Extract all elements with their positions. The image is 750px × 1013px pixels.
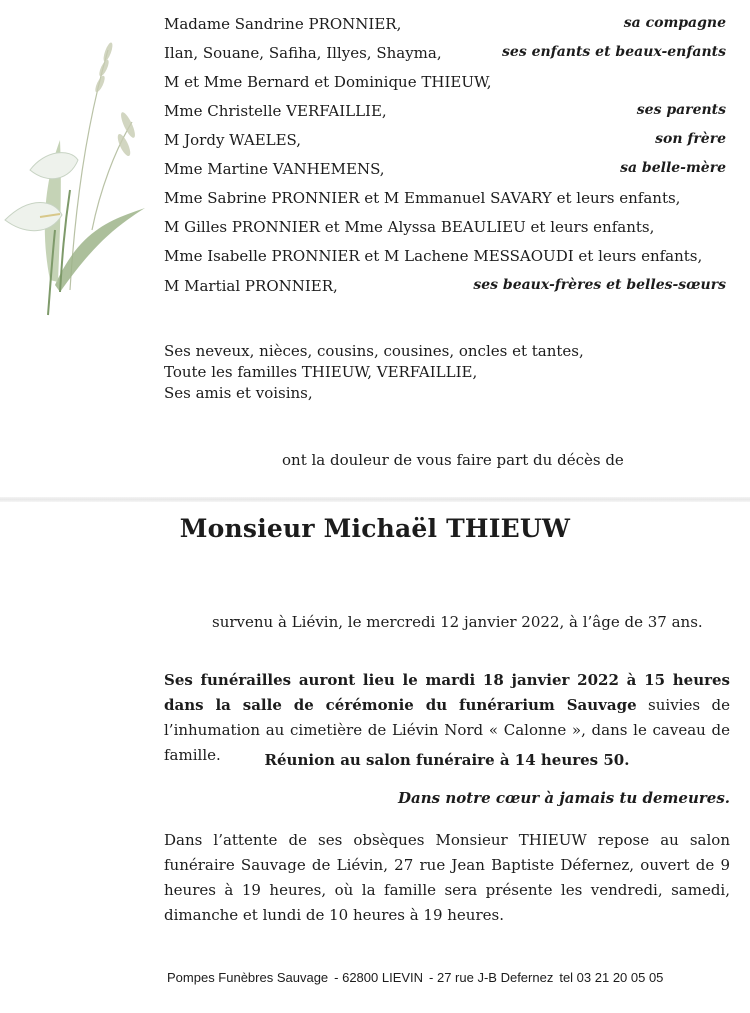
family-name: Ilan, Souane, Safiha, Illyes, Shayma, <box>164 44 442 62</box>
family-name: M et Mme Bernard et Dominique THIEUW, <box>164 73 492 91</box>
family-role: ses beaux-frères et belles-sœurs <box>473 277 726 293</box>
footer-phone: tel 03 21 20 05 05 <box>559 970 664 985</box>
family-role: son frère <box>655 131 726 147</box>
family-row <box>164 160 726 186</box>
family-row <box>164 73 726 99</box>
family-name: Mme Christelle VERFAILLIE, <box>164 102 387 120</box>
deceased-name: Monsieur Michaël THIEUW <box>179 514 571 543</box>
death-details: survenu à Liévin, le mercredi 12 janvier 2022, à l’âge de 37 ans. <box>212 613 703 631</box>
relatives-line: Ses neveux, nièces, cousins, cousines, oncles et tantes, <box>164 342 584 360</box>
relatives-line: Toute les familles THIEUW, VERFAILLIE, <box>164 363 478 381</box>
announcement-text: ont la douleur de vous faire part du décès de <box>282 451 624 469</box>
paper-fold <box>0 497 750 502</box>
family-name: Mme Isabelle PRONNIER et M Lachene MESSAOUDI et leurs enfants, <box>164 247 703 265</box>
family-row <box>164 277 726 303</box>
funeral-home-footer <box>167 970 663 985</box>
family-name: M Jordy WAELES, <box>164 131 302 149</box>
family-role: sa compagne <box>623 15 726 31</box>
visitation-paragraph: Dans l’attente de ses obsèques Monsieur THIEUW repose au salon funéraire Sauvage de Liévin, 27 rue Jean Baptiste Défernez, ouvert de 9 heures à 19 heures, où la famille sera présente les vendredi, samedi, dimanche et lundi de 10 heures à 19 heures. <box>164 831 730 924</box>
family-name: M Gilles PRONNIER et Mme Alyssa BEAULIEU et leurs enfants, <box>164 218 655 236</box>
footer-company: Pompes Funèbres Sauvage <box>167 970 329 985</box>
funeral-bold-text: Ses funérailles auront lieu le mardi 18 janvier 2022 à 15 heures dans la salle de cérémonie du funérarium Sauvage <box>164 671 730 714</box>
memorial-quote: Dans notre cœur à jamais tu demeures. <box>398 789 730 807</box>
leaf <box>55 208 145 292</box>
family-row <box>164 247 726 273</box>
footer-street: - 27 rue J-B Defernez <box>429 970 554 985</box>
family-name: Madame Sandrine PRONNIER, <box>164 15 402 33</box>
family-name: Mme Sabrine PRONNIER et M Emmanuel SAVARY et leurs enfants, <box>164 189 681 207</box>
family-row <box>164 15 726 41</box>
family-role: sa belle-mère <box>620 160 726 176</box>
family-role: ses parents <box>636 102 726 118</box>
family-row <box>164 131 726 157</box>
family-row <box>164 189 726 215</box>
family-row <box>164 102 726 128</box>
family-row <box>164 44 726 70</box>
family-name: Mme Martine VANHEMENS, <box>164 160 385 178</box>
reunion-text: Réunion au salon funéraire à 14 heures 50. <box>264 751 630 769</box>
family-role: ses enfants et beaux-enfants <box>502 44 726 60</box>
footer-city: - 62800 LIEVIN <box>334 970 424 985</box>
relatives-line: Ses amis et voisins, <box>164 384 313 402</box>
family-row <box>164 218 726 244</box>
funeral-rest-text: suivies de l’inhumation au cimetière de Liévin Nord « Calonne », dans le caveau de famille. <box>164 696 730 764</box>
calla-lily-illustration <box>0 30 150 330</box>
family-name: M Martial PRONNIER, <box>164 277 338 295</box>
